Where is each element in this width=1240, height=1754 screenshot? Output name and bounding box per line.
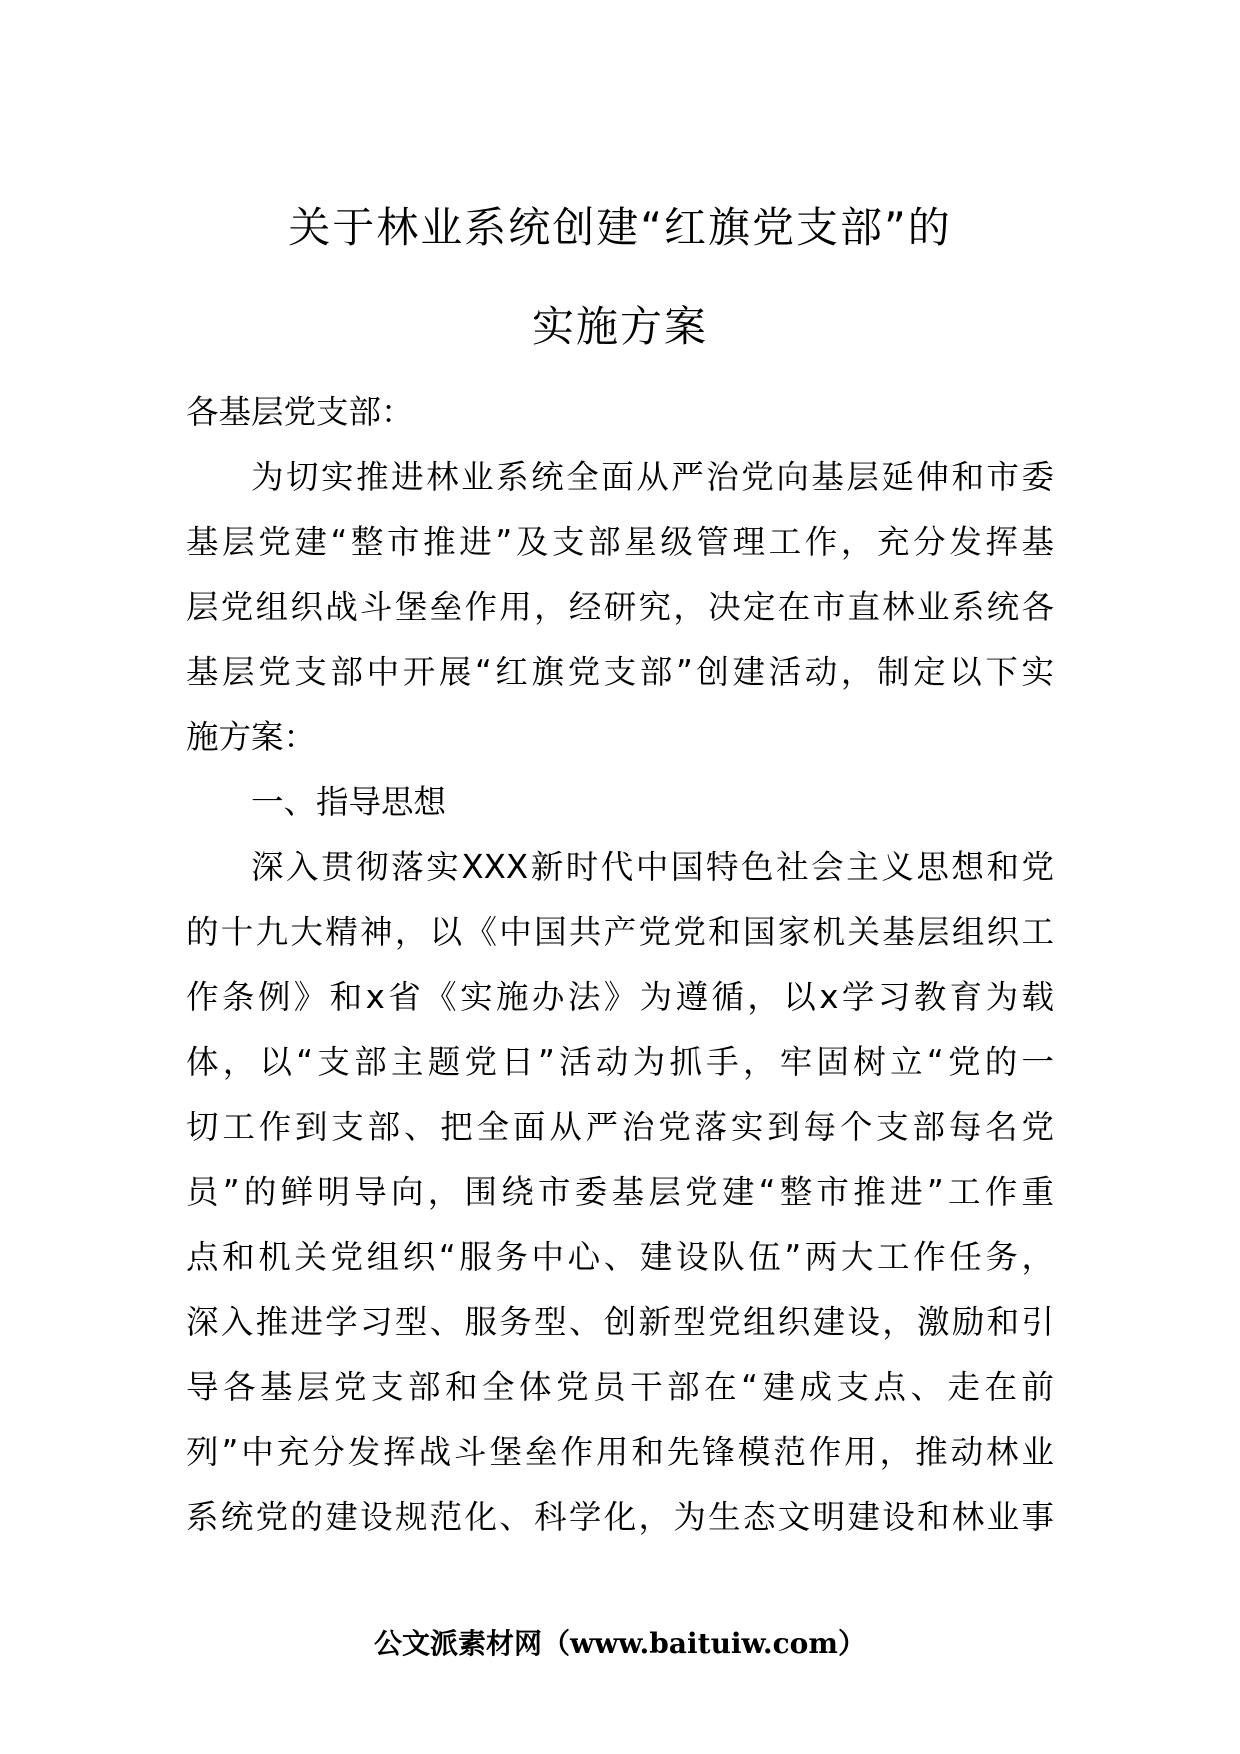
section-paragraph-line: 作条例》和x省《实施办法》为遵循，以x学习教育为载 — [186, 978, 1054, 1016]
intro-paragraph-line: 基层党建“整市推进”及支部星级管理工作，充分发挥基 — [186, 523, 1054, 561]
document-body — [186, 380, 1054, 1550]
section-paragraph-line: 体，以“支部主题党日”活动为抓手，牢固树立“党的一 — [186, 1043, 1054, 1081]
section-paragraph-line: 深入贯彻落实XXX新时代中国特色社会主义思想和党 — [251, 848, 1054, 886]
intro-paragraph-line: 层党组织战斗堡垒作用，经研究，决定在市直林业系统各 — [186, 588, 1054, 626]
salutation: 各基层党支部： — [186, 393, 414, 431]
document-title-line-2: 实施方案 — [531, 302, 708, 351]
section-paragraph-line: 点和机关党组织“服务中心、建设队伍”两大工作任务， — [186, 1238, 1054, 1276]
intro-paragraph-line: 为切实推进林业系统全面从严治党向基层延伸和市委 — [251, 458, 1054, 496]
section-heading: 一、指导思想 — [251, 783, 447, 821]
intro-paragraph-line: 基层党支部中开展“红旗党支部”创建活动，制定以下实 — [186, 653, 1054, 691]
section-paragraph-line: 员”的鲜明导向，围绕市委基层党建“整市推进”工作重 — [186, 1173, 1054, 1211]
section-paragraph-line: 导各基层党支部和全体党员干部在“建成支点、走在前 — [186, 1368, 1054, 1406]
section-paragraph-line: 列”中充分发挥战斗堡垒作用和先锋模范作用，推动林业 — [186, 1433, 1054, 1471]
document-title-line-1: 关于林业系统创建“红旗党支部”的 — [288, 203, 952, 252]
section-paragraph-line: 深入推进学习型、服务型、创新型党组织建设，激励和引 — [186, 1303, 1054, 1341]
section-paragraph-line: 的十九大精神，以《中国共产党党和国家机关基层组织工 — [186, 913, 1054, 951]
intro-paragraph-line: 施方案： — [186, 718, 317, 756]
section-paragraph-line: 系统党的建设规范化、科学化，为生态文明建设和林业事 — [186, 1498, 1054, 1536]
footer-watermark: 公文派素材网（www.baituiw.com） — [374, 1627, 866, 1660]
section-paragraph-line: 切工作到支部、把全面从严治党落实到每个支部每名党 — [186, 1108, 1054, 1146]
